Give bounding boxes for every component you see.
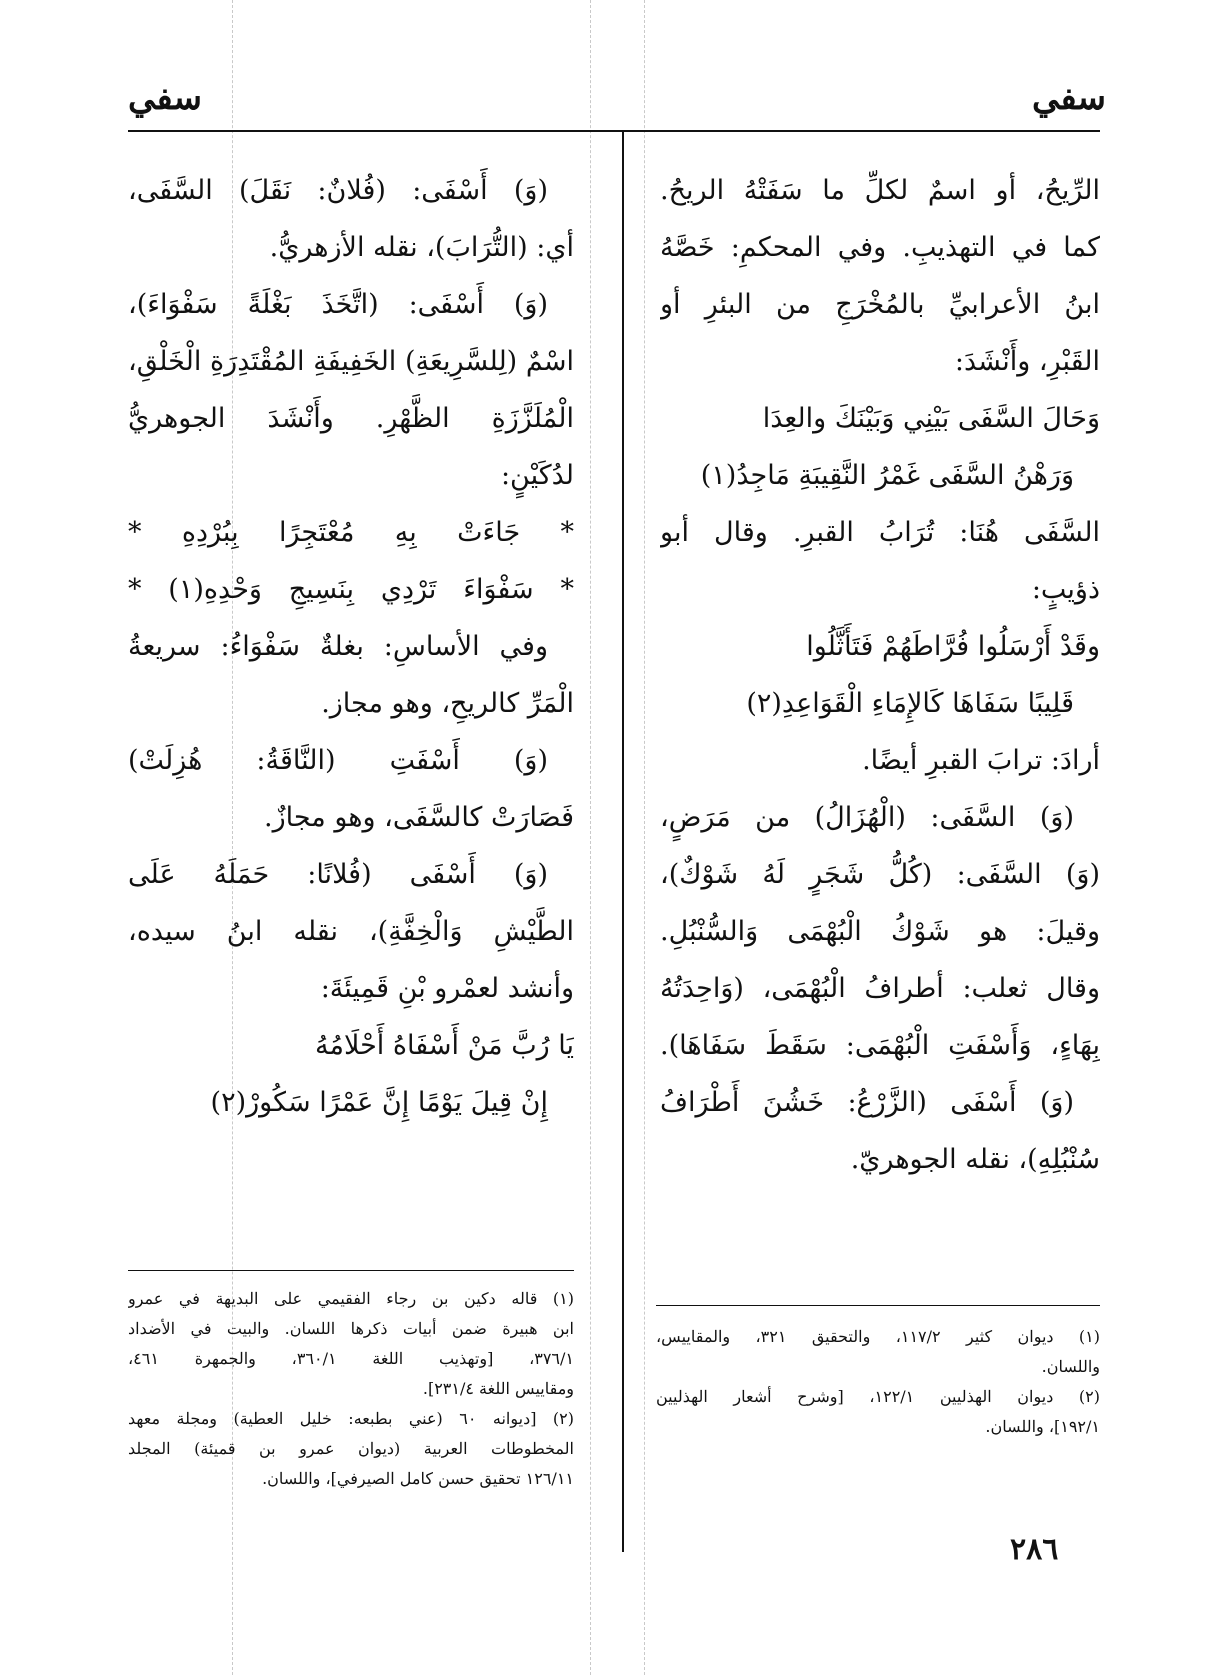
footnote-line: واللسان. [1041, 1357, 1100, 1376]
text-line: (وَ) أَسْفَى: (فُلانٌ: نَقَلَ) السَّفَى، [128, 175, 548, 206]
text-line: وقيلَ: هو شَوْكُ الْبُهْمَى وَالسُّنْبُلِ. [660, 916, 1100, 947]
text-line: الْمُلَزَّزَةِ الظَّهْرِ. وأَنْشَدَ الجوهريُّ [128, 403, 574, 434]
footnote-line: (١) قاله دكين بن رجاء الفقيمي على البديهة في عمرو [128, 1289, 574, 1308]
text-line: كما في التهذيبِ. وفي المحكمِ: خَصَّهُ [660, 232, 1100, 263]
footnote-line: ١٢٦/١١ تحقيق حسن كامل الصيرفي]، واللسان. [262, 1469, 574, 1488]
footnote-line: (١) ديوان كثير ١١٧/٢، والتحقيق ٣٢١، والمقاييس، [656, 1327, 1100, 1346]
text-line: (وَ) أَسْفَى (فُلانًا: حَمَلَهُ عَلَى [128, 859, 548, 890]
footnote-line: ٣٧٦/١، [وتهذيب اللغة ٣٦٠/١، والجمهرة ٤٦١، [128, 1349, 574, 1368]
verse-line: وَرَهْنُ السَّفَى غَمْرُ النَّقِيبَةِ مَاجِدُ(١) [700, 460, 1074, 491]
text-line: القَبْرِ، وأَنْشَدَ: [954, 346, 1100, 377]
verse-line: وَحَالَ السَّفَى بَيْنِي وَبَيْنَكَ والعِدَا [762, 403, 1100, 434]
footnote-line: ١٩٢/١]، واللسان. [985, 1417, 1100, 1436]
text-line: ذؤيبٍ: [1031, 574, 1100, 605]
left-footnotes [128, 1284, 574, 1494]
text-line: أي: (التُّرَابَ)، نقله الأزهريُّ. [269, 232, 574, 263]
text-line: الرِّيحُ، أو اسمٌ لكلِّ ما سَفَتْهُ الريحُ. [660, 175, 1100, 206]
text-line: بِهَاءٍ، وَأَسْفَتِ الْبُهْمَى: سَقَطَ سَفَاهَا). [660, 1030, 1100, 1061]
text-line: وفي الأساسِ: بغلةٌ سَفْوَاءُ: سريعةُ [128, 631, 548, 662]
footnote-rule [656, 1305, 1100, 1306]
fold-mark [590, 0, 591, 1675]
text-line: اسْمٌ (لِلسَّرِيعَةِ) الخَفِيفَةِ المُقْتَدِرَةِ الْخَلْقِ، [128, 346, 574, 377]
left-column [128, 162, 574, 1131]
verse-line: إِنْ قِيلَ يَوْمًا إِنَّ عَمْرًا سَكُورْ(٢) [210, 1087, 548, 1118]
text-line: الطَّيْشِ وَالْخِفَّةِ)، نقله ابنُ سيده، [128, 916, 574, 947]
fold-mark [644, 0, 645, 1675]
text-line: السَّفَى هُنَا: تُرَابُ القبرِ. وقال أبو [660, 517, 1100, 548]
verse-line: * جَاءَتْ بِهِ مُعْتَجِرًا بِبُرْدِهِ * [128, 517, 574, 548]
text-line: الْمَرِّ كالريحِ، وهو مجاز. [321, 688, 574, 719]
text-line: فَصَارَتْ كالسَّفَى، وهو مجازٌ. [264, 802, 574, 833]
verse-line: * سَفْوَاءَ تَرْدِي بِنَسِيجِ وَحْدِهِ(١) * [128, 574, 574, 605]
running-head-left: سفي [128, 78, 203, 118]
text-line: (وَ) السَّفَى: (الْهُزَالُ) من مَرَضٍ، [660, 802, 1074, 833]
footnote-line: (٢) ديوان الهذليين ١٢٢/١، [وشرح أشعار الهذليين [656, 1387, 1100, 1406]
running-head-right: سفي [1032, 78, 1107, 118]
header-rule [128, 130, 1100, 132]
footnote-line: (٢) [ديوانه ٦٠ (عني بطبعه: خليل العطية) ومجلة معهد [128, 1409, 574, 1428]
text-line: (وَ) السَّفَى: (كُلُّ شَجَرٍ لَهُ شَوْكٌ)، [660, 859, 1100, 890]
verse-line: وقَدْ أَرْسَلُوا فُرَّاطَهُمْ فَتَأَثَّلُوا [806, 631, 1100, 662]
text-line: وقال ثعلب: أطرافُ الْبُهْمَى، (وَاحِدَتُهُ [660, 973, 1100, 1004]
footnote-rule [128, 1270, 574, 1271]
page-number: ٢٨٦ [1010, 1532, 1059, 1567]
text-line: (وَ) أَسْفَتِ (النَّاقَةُ: هُزِلَتْ) [128, 745, 548, 776]
footnote-line: المخطوطات العربية (ديوان عمرو بن قميئة) المجلد [128, 1439, 574, 1458]
text-line: (وَ) أَسْفَى: (اتَّخَذَ بَغْلَةً سَفْوَاءَ)، [128, 289, 548, 320]
footnote-line: ابن هبيرة ضمن أبيات ذكرها اللسان. والبيت في الأضداد [128, 1319, 574, 1338]
footnote-line: ومقاييس اللغة ٢٣١/٤]. [422, 1379, 574, 1398]
text-line: وأنشد لعمْرو بْنِ قَمِيئَةَ: [320, 973, 574, 1004]
text-line: لدُكَيْنٍ: [500, 460, 574, 491]
text-line: سُنْبُلِهِ)، نقله الجوهريّ. [850, 1144, 1100, 1175]
text-line: أرادَ: ترابَ القبرِ أيضًا. [862, 745, 1100, 776]
right-footnotes [656, 1322, 1100, 1442]
text-line: ابنُ الأعرابيِّ بالمُخْرَجِ من البئرِ أو [660, 289, 1100, 320]
right-column [660, 162, 1100, 1188]
text-line: (وَ) أَسْفَى (الزَّرْعُ: خَشُنَ أَطْرَافُ [660, 1087, 1074, 1118]
column-divider [622, 132, 624, 1552]
verse-line: قَلِيبًا سَفَاهَا كَالإِمَاءِ الْقَوَاعِدِ(٢) [746, 688, 1074, 719]
verse-line: يَا رُبَّ مَنْ أَسْفَاهُ أَحْلَامُهُ [315, 1030, 574, 1061]
